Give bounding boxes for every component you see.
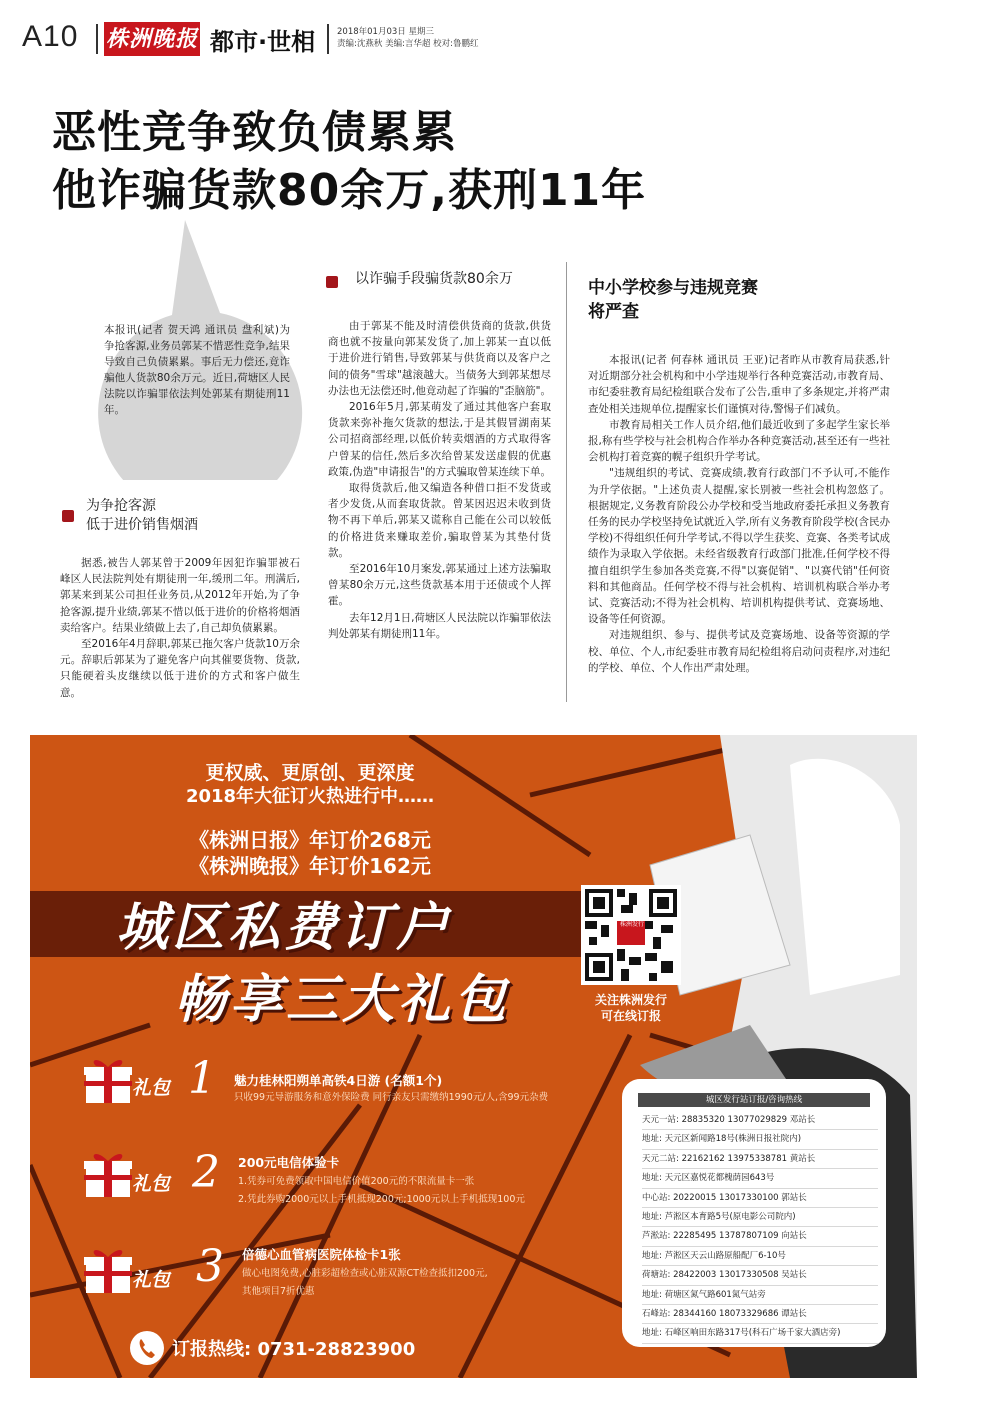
contact-row: 中心站: 20220015 13017330100 郭站长 — [642, 1189, 878, 1208]
article1-paragraph: 据悉,被告人郭某曾于2009年因犯诈骗罪被石峰区人民法院判处有期徒刑一年,缓刑二年。刑满后,郭某来到某公司担任业务员,从2012年开始,为了争抢客源,提升业绩,郭某不惜以低于进价的价格将烟酒卖给客户。结果业绩做上去了,自己却负债累累。 — [60, 557, 300, 634]
editor-credits: 责编:沈燕秋 美编:言华超 校对:鲁鹏红 — [337, 39, 479, 49]
subhead-marker-icon — [62, 510, 74, 522]
contact-row: 地址: 天元区新闻路18号(株洲日报社院内) — [642, 1130, 878, 1149]
masthead-divider — [96, 24, 98, 54]
article3-title-line: 将严查 — [588, 302, 639, 322]
contact-row: 石峰站: 28344160 18073329686 谭站长 — [642, 1305, 878, 1324]
contact-list — [642, 1111, 878, 1344]
subscription-hotline: 订报热线: 0731-28823900 — [172, 1339, 416, 1360]
article2-paragraph: 取得货款后,他又编造各种借口拒不发货或者少发货,从而套取货款。曾某因迟迟未收到货物不再下单后,郭某又谎称自己能在公司以较低的价格进货来赚取差价,骗取曾某为其垫付货款。 — [328, 482, 551, 559]
contact-row: 地址: 芦淞区本育路5号(原电影公司院内) — [642, 1208, 878, 1227]
newspaper-logo: 株洲晚报 — [104, 22, 200, 56]
gift-title: 魅力桂林阳朔单高铁4日游 (名额1个) — [234, 1073, 443, 1088]
article3-body — [588, 352, 890, 676]
gift-description: 只收99元导游服务和意外保险费 同行亲友只需缴纳1990元/人,含99元杂费 — [234, 1092, 549, 1103]
article3-title-line: 中小学校参与违规竞赛 — [588, 278, 758, 298]
headline — [52, 104, 646, 220]
gift-number: 1 — [188, 1053, 216, 1104]
article1-subhead — [86, 497, 198, 535]
article2-body — [328, 318, 551, 642]
qr-caption — [560, 992, 702, 1024]
gift-label: 礼包 — [132, 1077, 171, 1099]
gift-description: 1.凭券可免费领取中国电信价值200元的不限流量卡一张 — [238, 1176, 475, 1187]
contact-row: 地址: 天元区嘉悦花都槐荫园643号 — [642, 1169, 878, 1188]
contact-row: 地址: 芦淞区天云山路原船配厂6-10号 — [642, 1247, 878, 1266]
ad-tagline-1: 更权威、更原创、更深度 — [205, 762, 415, 784]
headline-line-1: 恶性竞争致负债累累 — [52, 107, 457, 158]
page-number: A10 — [22, 20, 79, 53]
article1-paragraph: 至2016年4月辞职,郭某已拖欠客户货款10万余元。辞职后郭某为了避免客户向其催要货物、货款,只能硬着头皮继续以低于进价的方式和客户做生意。 — [60, 638, 300, 699]
article3-paragraph: "违规组织的考试、竞赛成绩,教育行政部门不予认可,不能作为升学依据。"上述负责人提醒,家长别被一些社会机构忽悠了。根据规定,义务教育阶段公办学校和受当地政府委托承担义务教育任务的民办学校坚持免试就近入学,所有义务教育阶段学校(含民办学校)不得组织任何升学考试,不得以学生获奖、竞赛、各类考试成绩作为录取入学依据。未经省级教育行政部门批准,任何学校不得擅自组织学生参加各类竞赛,不得"以赛促销"、"以赛代销"任何资料和其他商品。任何学校不得与社会机构、培训机构联合举办考试、竞赛活动;不得为社会机构、培训机构提供考试、竞赛场地、设备等任何资源。 — [588, 467, 890, 626]
article1-body — [60, 555, 300, 701]
ad-tagline-2: 2018年大征订火热进行中…… — [185, 786, 435, 807]
qr-logo-badge: 株洲发行 — [619, 921, 644, 928]
masthead-divider — [327, 24, 329, 54]
article3-paragraph: 市教育局相关工作人员介绍,他们最近收到了多起学生家长举报,称有些学校与社会机构合作举办各种竞赛活动,甚至还有一些社会机构打着竞赛的幌子组织升学考试。 — [588, 418, 890, 464]
qr-caption-line: 关注株洲发行 — [594, 993, 667, 1007]
gift-label: 礼包 — [132, 1269, 171, 1291]
masthead-meta — [337, 26, 479, 50]
contact-row: 天元一站: 28835320 13077029829 邓站长 — [642, 1111, 878, 1130]
article3-paragraph: 本报讯(记者 何春林 通讯员 王亚)记者昨从市教育局获悉,针对近期部分社会机构和中小学违规举行各种竞赛活动,市教育局、市纪委驻教育局纪检组联合发布了公告,重申了多条规定,并将严肃查处相关违规单位,提醒家长们谨慎对待,警惕子们减负。 — [588, 354, 890, 415]
section-name: 都市·世相 — [210, 28, 316, 56]
article3-paragraph: 对违规组织、参与、提供考试及竞赛场地、设备等资源的学校、单位、个人,市纪委驻市教育局纪检组将启动问责程序,对违纪的学校、单位、个人作出严肃处理。 — [588, 629, 890, 674]
column-divider — [566, 262, 567, 702]
gift-number: 2 — [192, 1147, 220, 1198]
price-evening: 《株洲晚报》年订价162元 — [189, 854, 431, 878]
article2-subhead: 以诈骗手段骗货款80余万 — [355, 271, 513, 287]
gift-box-icon — [82, 1053, 134, 1105]
contact-panel-title: 城区发行站订报/咨询热线 — [638, 1093, 870, 1107]
headline-line-2: 他诈骗货款80余万,获刑11年 — [52, 165, 647, 216]
article2-paragraph: 至2016年10月案发,郭某通过上述方法骗取曾某80余万元,这些货款基本用于还债或个人挥霍。 — [328, 563, 551, 608]
gift-description: 其他项目7折优惠 — [242, 1286, 315, 1297]
price-daily: 《株洲日报》年订价268元 — [189, 828, 431, 852]
issue-date: 2018年01月03日 星期三 — [337, 27, 434, 37]
article3-title — [588, 276, 758, 324]
article2-paragraph: 去年12月1日,荷塘区人民法院以诈骗罪依法判处郭某有期徒刑11年。 — [328, 611, 551, 640]
contact-row: 荷塘站: 28422003 13017330508 吴站长 — [642, 1266, 878, 1285]
lead-paragraph: 本报讯(记者 贺天鸿 通讯员 盘利斌)为争抢客源,业务员郭某不惜恶性竞争,结果导致自己负债累累。事后无力偿还,竟诈骗他人货款80余万元。近日,荷塘区人民法院以诈骗罪依法判处郭某有期徒刑11年。 — [104, 324, 290, 416]
gift-box-icon — [82, 1243, 134, 1295]
gift-title: 200元电信体验卡 — [238, 1155, 340, 1170]
article2-paragraph: 由于郭某不能及时清偿供货商的货款,供货商也就不按量向郭某发货了,加上郭某一直以低于进价进行销售,导致郭某与供货商以及客户之间的债务"雪球"越滚越大。当债务大到郭某想尽办法也无法偿还时,他竟动起了诈骗的"歪脑筋"。 — [328, 320, 551, 397]
article2-paragraph: 2016年5月,郭某萌发了通过其他客户套取货款来弥补拖欠货款的想法,于是其假冒湖南某公司招商部经理,以低价转卖烟酒的方式取得客户曾某的信任,然后多次给曾某发送虚假的优惠政策,伪造"申请报告"的方式骗取曾某连续下单。 — [328, 401, 551, 478]
gift-description: 2.凭此券购2000元以上手机抵现200元;1000元以上手机抵现100元 — [238, 1194, 525, 1205]
qr-caption-line: 可在线订报 — [600, 1009, 661, 1023]
gift-label: 礼包 — [132, 1173, 171, 1195]
ad-headline-2: 畅享三大礼包 — [174, 970, 511, 1030]
qr-code-icon — [581, 885, 681, 985]
ad-tagline — [30, 761, 590, 809]
gift-number: 3 — [196, 1241, 224, 1292]
phone-icon — [130, 1331, 164, 1365]
gift-box-icon — [82, 1147, 134, 1199]
qr-code[interactable] — [581, 885, 681, 985]
article1-subhead-line: 为争抢客源 — [86, 498, 156, 514]
gift-description: 做心电图免费,心脏彩超检查或心脏双源CT检查抵扣200元, — [242, 1268, 488, 1279]
contact-row: 地址: 石峰区响田东路317号(科石广场千家大酒店旁) — [642, 1324, 878, 1343]
ad-headline-1: 城区私费订户 — [116, 898, 453, 958]
contact-row: 芦淞站: 22285495 13787807109 向站长 — [642, 1227, 878, 1246]
gift-title: 倍德心血管病医院体检卡1张 — [242, 1247, 401, 1262]
contact-row: 天元二站: 22162162 13975338781 黄站长 — [642, 1150, 878, 1169]
contact-row: 地址: 荷塘区氮气路601氮气站旁 — [642, 1286, 878, 1305]
subscription-ad — [30, 735, 917, 1378]
article1-subhead-line: 低于进价销售烟酒 — [86, 517, 198, 533]
ad-prices — [30, 827, 590, 879]
subhead-marker-icon — [326, 276, 338, 288]
